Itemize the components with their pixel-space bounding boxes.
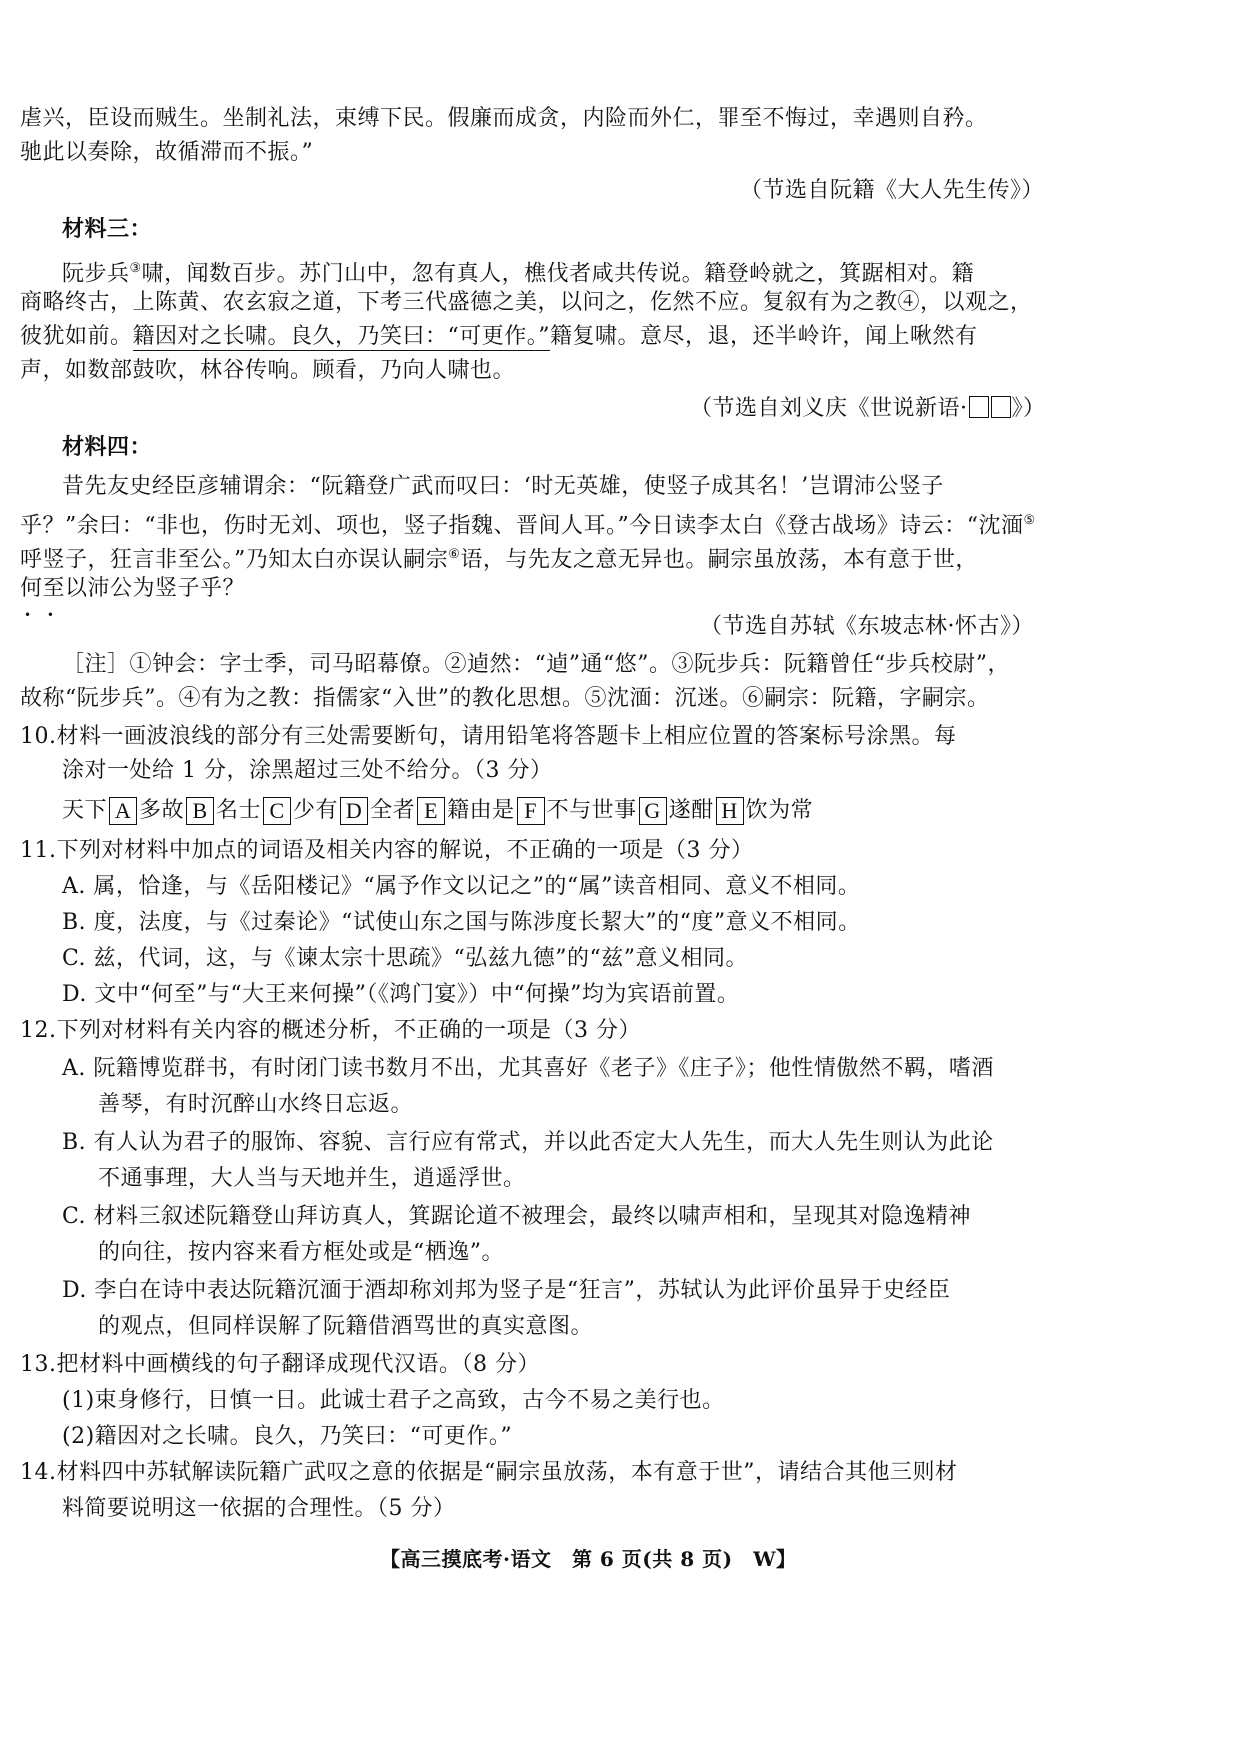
material3-text: 籍复啸。意尽，退，还半岭许，闻上啾然有 <box>550 324 978 349</box>
material3-line-1 <box>62 254 974 289</box>
material4-text: 语，与先友之意无异也。嗣宗虽放荡，本有意于世， <box>460 547 978 573</box>
q11-option-b: B. 度，法度，与《过秦论》“试使山东之国与陈涉度长絜大”的“度”意义不相同。 <box>62 910 861 935</box>
q13-sentence-2: (2)籍因对之长啸。良久，乃笑曰：“可更作。” <box>62 1424 513 1449</box>
q10-punctuation-row <box>62 796 813 826</box>
q10-segment: 饮为常 <box>745 798 814 823</box>
source-text: 》） <box>1011 396 1046 421</box>
q11-option-c: C. 兹，代词，这，与《谏太宗十思疏》“弘兹九德”的“兹”意义相同。 <box>62 946 749 971</box>
q10-stem-1: 10.材料一画波浪线的部分有三处需要断句，请用铅笔将答题卡上相应位置的答案标号涂黑。每 <box>20 724 957 749</box>
q10-segment: 天下 <box>62 798 108 823</box>
q11-stem: 11.下列对材料中加点的词语及相关内容的解说，不正确的一项是（3 分） <box>20 838 754 863</box>
q10-segment: 遂酣 <box>668 798 714 823</box>
q11-option-d: D. 文中“何至”与“大王来何操”（《鸿门宴》）中“何操”均为宾语前置。 <box>62 982 740 1007</box>
q10-segment: 不与世事 <box>546 798 637 823</box>
q10-option-b[interactable]: B <box>186 797 214 825</box>
page-footer: 【高三摸底考·语文 第 6 页(共 8 页) W】 <box>380 1547 797 1571</box>
q10-segment: 名士 <box>216 798 262 823</box>
material2-line-1: 虐兴，臣设而贼生。坐制礼法，束缚下民。假廉而成贪，内险而外仁，罪至不悔过，幸遇则自矜。 <box>20 106 988 131</box>
q12-option-c-2: 的向往，按内容来看方框处或是“栖逸”。 <box>98 1240 504 1265</box>
material3-text: 彼犹如前。 <box>20 324 133 349</box>
material3-line-2: 商略终古，上陈黄、农玄寂之道，下考三代盛德之美，以问之，仡然不应。复叙有为之教④，以观之， <box>20 290 1033 315</box>
note-marker: ⑥ <box>448 547 461 562</box>
q10-segment: 多故 <box>139 798 185 823</box>
q13-stem: 13.把材料中画横线的句子翻译成现代汉语。（8 分） <box>20 1352 540 1377</box>
material3-line-4: 声，如数部鼓吹，林谷传响。顾看，乃向人啸也。 <box>20 358 516 383</box>
material3-text: 啸，闻数百步。苏门山中，忽有真人，樵伐者咸共传说。籍登岭就之，箕踞相对。籍 <box>141 261 975 287</box>
q10-option-a[interactable]: A <box>109 797 137 825</box>
material4-source: （节选自苏轼《东坡志林·怀古》） <box>700 614 1034 639</box>
material3-text: 阮步兵 <box>62 261 130 287</box>
q12-stem: 12.下列对材料有关内容的概述分析，不正确的一项是（3 分） <box>20 1018 641 1043</box>
blank-box <box>991 396 1011 418</box>
material3-line-3 <box>20 322 978 352</box>
q14-stem-1: 14.材料四中苏轼解读阮籍广武叹之意的依据是“嗣宗虽放荡，本有意于世”，请结合其他三则材 <box>20 1460 958 1485</box>
q12-option-b-2: 不通事理，大人当与天地并生，逍遥浮世。 <box>98 1166 526 1191</box>
q10-option-f[interactable]: F <box>517 797 545 825</box>
material4-text: 呼竖子，狂言非至公。”乃知太白亦误认嗣宗 <box>20 547 449 573</box>
material4-line-4 <box>20 574 245 604</box>
source-text: （节选自刘义庆《世说新语· <box>690 396 968 421</box>
q12-option-d-1: D. 李白在诗中表达阮籍沉湎于酒却称刘邦为竖子是“狂言”，苏轼认为此评价虽异于史经臣 <box>62 1278 951 1303</box>
material2-source: （节选自阮籍《大人先生传》） <box>740 178 1045 203</box>
q10-option-c[interactable]: C <box>263 797 291 825</box>
q10-option-d[interactable]: D <box>340 797 368 825</box>
q12-option-a-2: 善琴，有时沉醉山水终日忘返。 <box>98 1092 414 1117</box>
material4-line-2 <box>20 506 1036 541</box>
q14-stem-2: 料简要说明这一依据的合理性。（5 分） <box>62 1496 456 1521</box>
q10-segment: 全者 <box>370 798 416 823</box>
material4-line-1: 昔先友史经臣彦辅谓余：“阮籍登广武而叹曰：‘时无英雄，使竖子成其名！’岂谓沛公竖子 <box>62 474 944 499</box>
q12-option-d-2: 的观点，但同样误解了阮籍借酒骂世的真实意图。 <box>98 1314 594 1339</box>
material3-heading: 材料三： <box>62 216 153 242</box>
q10-option-g[interactable]: G <box>639 797 667 825</box>
note-marker: ③ <box>129 261 142 276</box>
material2-line-2: 驰此以奏除，故循滞而不振。” <box>20 140 314 165</box>
q10-option-h[interactable]: H <box>716 797 744 825</box>
underlined-sentence: 籍因对之长啸。良久，乃笑曰：“可更作。” <box>132 324 551 349</box>
notes-line-2: 故称“阮步兵”。④有为之教：指儒家“入世”的教化思想。⑤沈湎：沉迷。⑥嗣宗：阮籍，字嗣宗。 <box>20 686 990 711</box>
q11-option-a: A. 属，恰逢，与《岳阳楼记》“属予作文以记之”的“属”读音相同、意义不相同。 <box>62 874 861 899</box>
material4-line-3 <box>20 540 978 575</box>
q12-option-b-1: B. 有人认为君子的服饰、容貌、言行应有常式，并以此否定大人先生，而大人先生则认为此论 <box>62 1130 994 1155</box>
q10-stem-2: 涂对一处给 1 分，涂黑超过三处不给分。（3 分） <box>62 758 553 783</box>
blank-box <box>969 396 989 418</box>
q10-option-e[interactable]: E <box>417 797 445 825</box>
q12-option-a-1: A. 阮籍博览群书，有时闭门读书数月不出，尤其喜好《老子》《庄子》；他性情傲然不羁，嗜酒 <box>62 1056 994 1081</box>
material4-heading: 材料四： <box>62 434 153 460</box>
q12-option-c-1: C. 材料三叙述阮籍登山拜访真人，箕踞论道不被理会，最终以啸声相和，呈现其对隐逸精神 <box>62 1204 972 1229</box>
material4-text: 乎？”余曰：“非也，伤时无刘、项也，竖子指魏、晋间人耳。”今日读李太白《登古战场》诗云：“沈湎 <box>20 513 1024 539</box>
material3-source <box>690 394 1046 424</box>
q10-segment: 籍由是 <box>447 798 515 823</box>
q13-sentence-1: (1)束身修行，日慎一日。此诚士君子之高致，古今不易之美行也。 <box>62 1388 725 1413</box>
emphasis-dotted-text: 何至以沛公为竖子乎？ • • <box>20 576 245 601</box>
q10-segment: 少有 <box>293 798 339 823</box>
note-marker: ⑤ <box>1023 513 1036 528</box>
notes-line-1: ［注］①钟会：字士季，司马昭幕僚。②逌然：“逌”通“悠”。③阮步兵：阮籍曾任“步兵校尉”， <box>62 652 1010 677</box>
